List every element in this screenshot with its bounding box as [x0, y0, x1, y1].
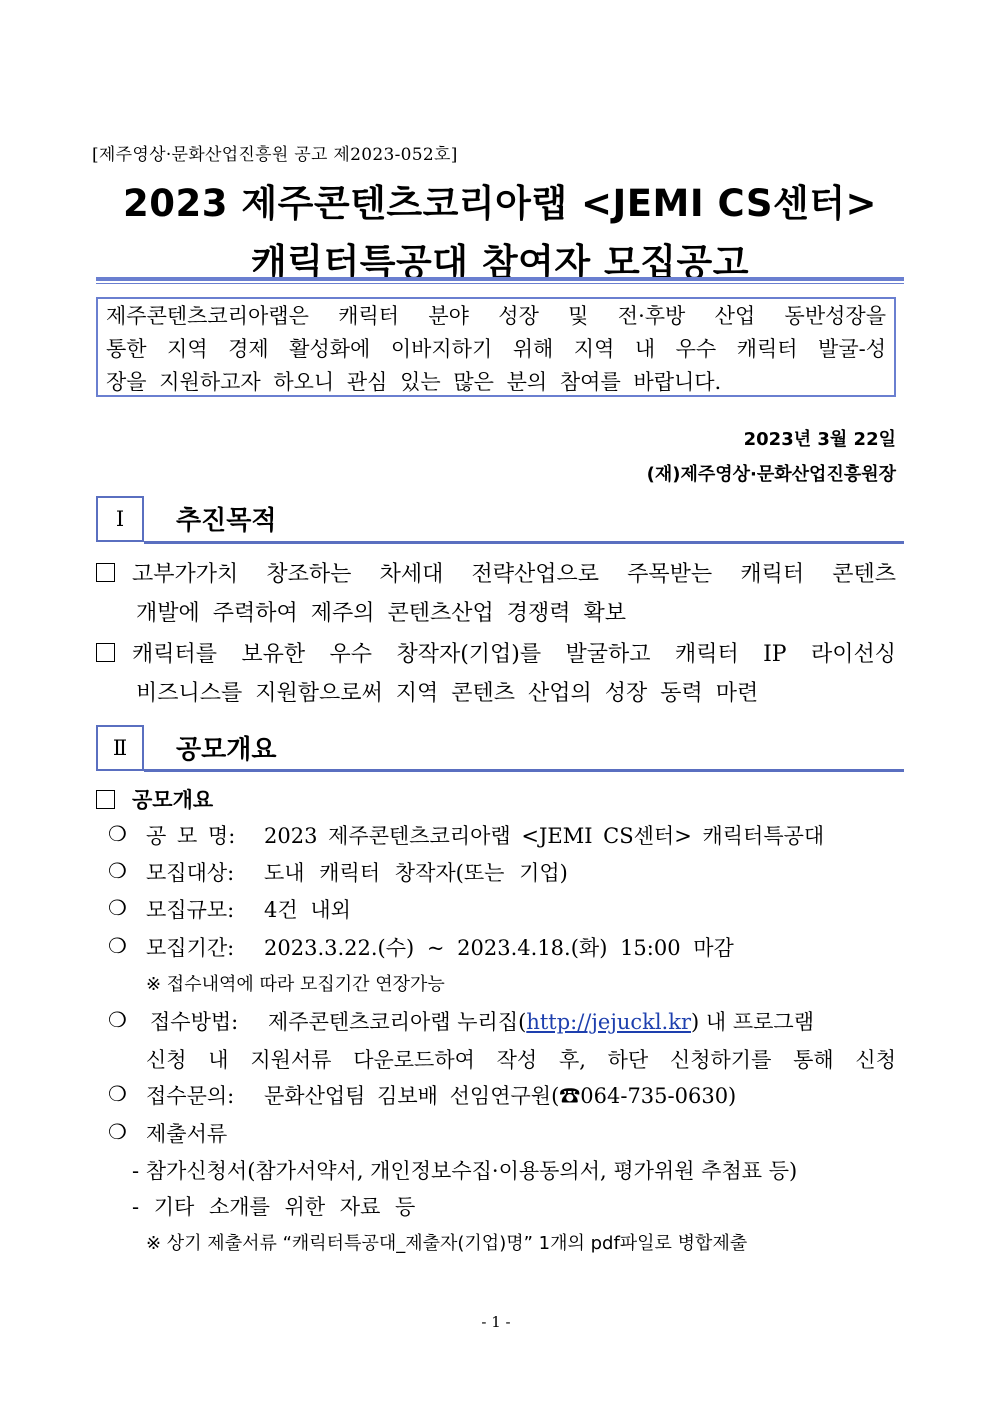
method-label: 접수방법:	[150, 1010, 239, 1034]
checkbox-icon	[96, 563, 115, 582]
checkbox-icon	[96, 790, 115, 809]
bullet-icon: ❍	[108, 1008, 127, 1032]
section1-item1-line1: 고부가가치 창조하는 차세대 전략산업으로 주목받는 캐릭터 콘텐츠	[132, 562, 896, 587]
bullet-icon: ❍	[108, 1120, 127, 1144]
intro-line-3: 장을 지원하고자 하오니 관심 있는 많은 분의 참여를 바랍니다.	[106, 370, 722, 394]
inquiry-value: 문화산업팀 김보배 선임연구원(☎064-735-0630)	[264, 1084, 737, 1108]
target-value: 도내 캐릭터 창작자(또는 기업)	[264, 861, 568, 885]
homepage-link[interactable]: http://jejuckl.kr	[526, 1010, 692, 1034]
section1-number: Ⅰ	[96, 496, 144, 542]
project-name-label: 공 모 명:	[146, 824, 236, 848]
section2-title: 공모개요	[176, 735, 277, 765]
bullet-icon: ❍	[108, 822, 127, 846]
method-value-pre: 제주콘텐츠코리아랩 누리집(	[268, 1010, 527, 1034]
method-value	[268, 1006, 896, 1036]
section1-title: 추진목적	[176, 506, 277, 536]
target-label: 모집대상:	[146, 861, 235, 885]
docs-item1: - 참가신청서(참가서약서, 개인정보수집·이용동의서, 평가위원 추첨표 등)	[132, 1159, 798, 1183]
scale-label: 모집규모:	[146, 898, 235, 922]
period-note: ※ 접수내역에 따라 모집기간 연장가능	[146, 974, 445, 995]
docs-label: 제출서류	[146, 1122, 228, 1146]
bullet-icon: ❍	[108, 859, 127, 883]
docs-note: ※ 상기 제출서류 “캐릭터특공대_제출자(기업)명” 1개의 pdf파일로 병합제출	[146, 1233, 748, 1254]
intro-line-2: 통한 지역 경제 활성화에 이바지하기 위해 지역 내 우수 캐릭터 발굴-성	[106, 337, 886, 361]
page-number: - 1 -	[481, 1313, 511, 1331]
section1-item1-line2: 개발에 주력하여 제주의 콘텐츠산업 경쟁력 확보	[136, 601, 627, 626]
intro-line-1: 제주콘텐츠코리아랩은 캐릭터 분야 성장 및 전·후방 산업 동반성장을	[106, 304, 886, 328]
issuing-organization: (재)제주영상·문화산업진흥원장	[646, 464, 896, 485]
period-label: 모집기간:	[146, 936, 235, 960]
notice-number: [제주영상·문화산업진흥원 공고 제2023-052호]	[92, 145, 458, 165]
bullet-icon: ❍	[108, 896, 127, 920]
inquiry-label: 접수문의:	[146, 1084, 235, 1108]
section1-item2-line1: 캐릭터를 보유한 우수 창작자(기업)를 발굴하고 캐릭터 IP 라이선싱	[132, 642, 896, 667]
section2-subheading: 공모개요	[132, 787, 214, 812]
scale-value: 4건 내외	[264, 898, 351, 922]
section1-item2-line2: 비즈니스를 지원함으로써 지역 콘텐츠 산업의 성장 동력 마련	[136, 681, 759, 706]
method-value-post: ) 내 프로그램	[691, 1010, 814, 1034]
document-title-line1: 2023 제주콘텐츠코리아랩 <JEMI CS센터>	[123, 182, 877, 225]
document-title-line2: 캐릭터특공대 참여자 모집공고	[251, 241, 749, 284]
title-underline	[96, 277, 904, 284]
bullet-icon: ❍	[108, 934, 127, 958]
method-line2: 신청 내 지원서류 다운로드하여 작성 후, 하단 신청하기를 통해 신청	[146, 1048, 896, 1072]
section1-rule	[144, 541, 904, 544]
section2-rule	[144, 769, 904, 772]
project-name-value: 2023 제주콘텐츠코리아랩 <JEMI CS센터> 캐릭터특공대	[264, 824, 825, 848]
period-value: 2023.3.22.(수) ~ 2023.4.18.(화) 15:00 마감	[264, 936, 734, 960]
checkbox-icon	[96, 643, 115, 662]
announcement-date: 2023년 3월 22일	[743, 429, 896, 450]
bullet-icon: ❍	[108, 1082, 127, 1106]
section2-number: Ⅱ	[96, 725, 144, 771]
docs-item2: - 기타 소개를 위한 자료 등	[132, 1195, 416, 1219]
